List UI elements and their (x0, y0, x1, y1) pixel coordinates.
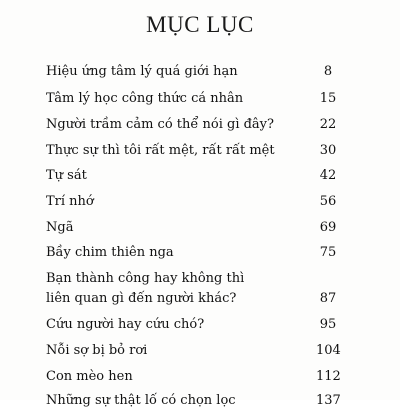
toc-entry-title: Những sự thật lố có chọn lọc (46, 393, 236, 408)
toc-entry-page: 69 (319, 220, 337, 235)
toc-entry-page: 137 (316, 393, 341, 408)
toc-entry-page: 30 (319, 143, 337, 158)
toc-entry-page: 104 (316, 343, 341, 358)
toc-entry-page: 56 (319, 194, 337, 209)
toc-entry-title: Người trầm cảm có thể nói gì đây? (46, 117, 274, 132)
toc-entry-title: Hiệu ứng tâm lý quá giới hạn (46, 64, 238, 79)
toc-entry-title: Cứu người hay cứu chó? (46, 317, 205, 332)
toc-entry-title-line: Bạn thành công hay không thì (46, 271, 245, 286)
page-title: MỤC LỤC (146, 12, 254, 37)
toc-entry-title: Bầy chim thiên nga (46, 245, 174, 260)
toc-entry-page: 42 (319, 168, 337, 183)
toc-entry-page: 75 (319, 245, 337, 260)
toc-entry-title: Tự sát (46, 168, 87, 183)
toc-entry-title: Tâm lý học công thức cá nhân (46, 91, 244, 106)
toc-entry-page: 87 (319, 291, 337, 306)
toc-entry-title (46, 269, 244, 309)
toc-entry-page: 95 (319, 317, 337, 332)
toc-entry-page: 8 (323, 64, 333, 79)
toc-entry-title: Trí nhớ (46, 194, 94, 209)
toc-entry-title: Ngã (46, 220, 74, 235)
toc-entry-page: 112 (316, 369, 341, 384)
toc-entry-title-line: liên quan gì đến người khác? (46, 291, 237, 306)
toc-entry-page: 15 (319, 91, 337, 106)
toc-entry-title: Con mèo hen (46, 369, 133, 384)
toc-entry-title: Thực sự thì tôi rất mệt, rất rất mệt (46, 143, 275, 158)
toc-entry-title: Nỗi sợ bị bỏ rơi (46, 343, 148, 358)
toc-entry-page: 22 (319, 117, 337, 132)
